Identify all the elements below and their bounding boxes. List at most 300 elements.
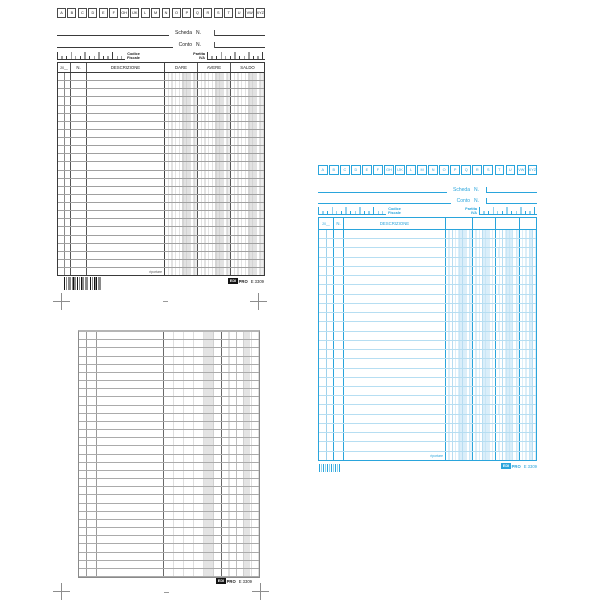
- cell-narrow-2: [87, 406, 97, 413]
- cell-saldo: [231, 236, 264, 243]
- cell-date: [319, 258, 334, 266]
- cell-number: [334, 424, 344, 432]
- cell-dare: [165, 97, 198, 104]
- cell-saldo: [231, 106, 264, 113]
- ledger-row: [58, 179, 264, 187]
- cell-avere: [198, 252, 231, 259]
- cell-amount-group-1: [164, 520, 222, 527]
- alphabet-tab-vw: VW: [517, 165, 527, 175]
- cell-amount-group-1: [164, 340, 222, 347]
- alphabet-tab-f: F: [373, 165, 383, 175]
- cell-description: [344, 304, 446, 312]
- cell-date: [319, 405, 334, 413]
- cell-number: [334, 313, 344, 321]
- ledger-row: [319, 433, 536, 442]
- ledger-row: [58, 203, 264, 211]
- alphabet-tab-u: U: [506, 165, 516, 175]
- cell-description: [87, 89, 165, 96]
- cell-narrow-1: [79, 438, 87, 445]
- col-header-date: 20__: [58, 63, 71, 72]
- ledger-row: [58, 138, 264, 146]
- cell-saldo: [231, 268, 264, 275]
- cell-amount-1: [446, 267, 473, 275]
- codice-fiscale-ruler: [57, 51, 125, 60]
- cell-amount-4: [520, 433, 536, 441]
- cell-narrow-1: [79, 397, 87, 404]
- cell-amount-group-1: [164, 495, 222, 502]
- cell-description: [97, 536, 164, 543]
- cell-amount-2: [473, 378, 496, 386]
- cell-amount-4: [520, 230, 536, 238]
- cell-amount-2: [473, 405, 496, 413]
- cell-date: [319, 276, 334, 284]
- alphabet-tab-c: C: [78, 8, 87, 18]
- cell-dare: [165, 81, 198, 88]
- cell-amount-4: [520, 239, 536, 247]
- cell-number: [71, 106, 87, 113]
- cell-description: [97, 389, 164, 396]
- cell-dare: [165, 260, 198, 267]
- cell-amount-2: [473, 369, 496, 377]
- cell-amount-group-2: [222, 365, 259, 372]
- cell-saldo: [231, 211, 264, 218]
- cell-narrow-1: [79, 487, 87, 494]
- cell-description: [97, 520, 164, 527]
- cell-amount-4: [520, 424, 536, 432]
- cell-narrow-1: [79, 544, 87, 551]
- cell-narrow-2: [87, 528, 97, 535]
- cell-amount-2: [473, 341, 496, 349]
- cell-description: [87, 162, 165, 169]
- cell-dare: [165, 89, 198, 96]
- col-header-date: 20__: [319, 218, 334, 229]
- scheda-line: [57, 26, 265, 36]
- cell-description: [97, 504, 164, 511]
- write-line: [318, 191, 447, 193]
- cell-amount-1: [446, 405, 473, 413]
- cell-date: [58, 146, 71, 153]
- cell-description: [87, 219, 165, 226]
- cell-dare: [165, 244, 198, 251]
- cell-dare: [165, 195, 198, 202]
- cell-narrow-1: [79, 561, 87, 568]
- alphabet-tab-l: L: [406, 165, 416, 175]
- write-line: [57, 46, 173, 48]
- cell-description: [344, 369, 446, 377]
- cell-narrow-2: [87, 536, 97, 543]
- cell-number: [71, 260, 87, 267]
- alphabet-tab-l: L: [141, 8, 150, 18]
- cell-narrow-2: [87, 544, 97, 551]
- cell-amount-group-1: [164, 365, 222, 372]
- table-body: [58, 73, 264, 275]
- cell-amount-2: [473, 433, 496, 441]
- cell-avere: [198, 106, 231, 113]
- cell-date: [58, 187, 71, 194]
- cell-description: [87, 236, 165, 243]
- cell-narrow-1: [79, 340, 87, 347]
- cell-description: [97, 357, 164, 364]
- ledger-row: [79, 389, 259, 397]
- cell-number: [334, 239, 344, 247]
- cell-avere: [198, 162, 231, 169]
- cell-avere: [198, 227, 231, 234]
- cell-amount-group-1: [164, 553, 222, 560]
- cell-amount-group-2: [222, 463, 259, 470]
- cell-amount-3: [496, 258, 520, 266]
- cell-number: [71, 219, 87, 226]
- cell-description: [87, 106, 165, 113]
- center-mark: [164, 592, 169, 593]
- cell-number: [71, 171, 87, 178]
- publisher-brand-blue: EDI PRO E 3309: [502, 463, 537, 469]
- cell-narrow-1: [79, 495, 87, 502]
- cell-number: [334, 415, 344, 423]
- col-header-amount-1: [446, 218, 473, 229]
- cell-amount-4: [520, 304, 536, 312]
- cell-narrow-1: [79, 406, 87, 413]
- cell-narrow-2: [87, 520, 97, 527]
- cell-date: [58, 244, 71, 251]
- crop-mark: [252, 583, 269, 600]
- cell-amount-4: [520, 258, 536, 266]
- cell-amount-2: [473, 313, 496, 321]
- cell-avere: [198, 187, 231, 194]
- cell-number: [71, 195, 87, 202]
- ledger-row: [58, 122, 264, 130]
- cell-dare: [165, 268, 198, 275]
- cell-number: [71, 154, 87, 161]
- alphabet-tab-q: Q: [461, 165, 471, 175]
- cell-amount-group-1: [164, 463, 222, 470]
- cell-narrow-2: [87, 512, 97, 519]
- cell-amount-group-1: [164, 504, 222, 511]
- ledger-row: [319, 295, 536, 304]
- cell-description: [97, 487, 164, 494]
- cell-dare: [165, 138, 198, 145]
- cell-description: [344, 295, 446, 303]
- alphabet-tabs: [318, 165, 537, 175]
- cell-amount-group-1: [164, 446, 222, 453]
- alphabet-tab-m: M: [151, 8, 160, 18]
- cell-saldo: [231, 81, 264, 88]
- cell-description: [344, 387, 446, 395]
- cell-description: [87, 154, 165, 161]
- cell-amount-1: [446, 230, 473, 238]
- cell-description: [344, 230, 446, 238]
- cell-description: [344, 350, 446, 358]
- cell-amount-group-1: [164, 397, 222, 404]
- cell-amount-3: [496, 276, 520, 284]
- write-line: [215, 34, 265, 36]
- cell-avere: [198, 97, 231, 104]
- cell-saldo: [231, 227, 264, 234]
- ledger-row: [319, 350, 536, 359]
- cell-date: [58, 122, 71, 129]
- cell-date: [319, 433, 334, 441]
- cell-saldo: [231, 187, 264, 194]
- ledger-row: [58, 219, 264, 227]
- ledger-row: [58, 106, 264, 114]
- col-header-description: DESCRIZIONE: [87, 63, 165, 72]
- cell-narrow-1: [79, 373, 87, 380]
- cell-narrow-1: [79, 430, 87, 437]
- cell-narrow-2: [87, 463, 97, 470]
- ledger-row: [79, 430, 259, 438]
- cell-narrow-1: [79, 365, 87, 372]
- cell-narrow-2: [87, 438, 97, 445]
- cell-amount-1: [446, 378, 473, 386]
- cell-amount-4: [520, 248, 536, 256]
- ledger-row: [58, 227, 264, 235]
- col-header-amount-3: [496, 218, 520, 229]
- cell-narrow-2: [87, 397, 97, 404]
- cell-description: [97, 430, 164, 437]
- ledger-row: [58, 211, 264, 219]
- cell-number: [334, 295, 344, 303]
- cell-amount-1: [446, 452, 473, 460]
- cell-description: [87, 73, 165, 80]
- alphabet-tab-ijk: IJK: [130, 8, 139, 18]
- cell-narrow-1: [79, 422, 87, 429]
- ledger-card-front: [57, 8, 265, 276]
- alphabet-tab-r: R: [203, 8, 212, 18]
- cell-amount-4: [520, 341, 536, 349]
- cell-date: [58, 114, 71, 121]
- cell-amount-4: [520, 313, 536, 321]
- cell-number: [71, 211, 87, 218]
- cell-narrow-2: [87, 389, 97, 396]
- cell-narrow-2: [87, 348, 97, 355]
- cell-narrow-1: [79, 512, 87, 519]
- cell-description: [97, 446, 164, 453]
- table-body: [319, 230, 536, 460]
- cell-amount-group-1: [164, 373, 222, 380]
- cell-narrow-2: [87, 430, 97, 437]
- crop-mark: [53, 293, 70, 310]
- cell-number: [334, 452, 344, 460]
- cell-description: [344, 359, 446, 367]
- cell-number: [71, 179, 87, 186]
- alphabet-tab-a: A: [57, 8, 66, 18]
- cell-saldo: [231, 219, 264, 226]
- cell-narrow-1: [79, 528, 87, 535]
- cell-avere: [198, 171, 231, 178]
- cell-date: [319, 396, 334, 404]
- cell-avere: [198, 130, 231, 137]
- cell-date: [58, 162, 71, 169]
- cell-date: [58, 236, 71, 243]
- cell-number: [71, 73, 87, 80]
- cell-description: [87, 171, 165, 178]
- cell-number: [334, 442, 344, 450]
- cell-amount-3: [496, 442, 520, 450]
- cell-dare: [165, 146, 198, 153]
- cell-date: [58, 73, 71, 80]
- ledger-row: [58, 154, 264, 162]
- cell-saldo: [231, 203, 264, 210]
- cell-amount-group-1: [164, 512, 222, 519]
- cell-amount-1: [446, 313, 473, 321]
- ledger-row: [79, 561, 259, 569]
- cell-description: [97, 512, 164, 519]
- cell-narrow-1: [79, 455, 87, 462]
- cell-date: [319, 248, 334, 256]
- cell-amount-group-2: [222, 389, 259, 396]
- conto-label: Conto: [456, 198, 470, 204]
- product-code: E 3309: [523, 463, 537, 469]
- cell-amount-group-1: [164, 561, 222, 568]
- cell-narrow-2: [87, 455, 97, 462]
- scheda-label: Scheda: [453, 187, 470, 193]
- cell-description: [97, 495, 164, 502]
- cell-amount-group-1: [164, 479, 222, 486]
- cell-amount-group-2: [222, 504, 259, 511]
- alphabet-tab-ijk: IJK: [395, 165, 405, 175]
- alphabet-tab-e: E: [362, 165, 372, 175]
- cell-amount-3: [496, 424, 520, 432]
- cell-amount-2: [473, 239, 496, 247]
- scheda-number-label: N.: [472, 187, 487, 193]
- cell-number: [334, 276, 344, 284]
- cell-amount-3: [496, 248, 520, 256]
- cell-amount-group-2: [222, 553, 259, 560]
- product-code: E 3309: [238, 578, 252, 584]
- ledger-card-blue: [318, 163, 537, 463]
- publisher-brand-back: EDI PRO E 3309: [217, 578, 252, 584]
- cell-number: [71, 130, 87, 137]
- cell-amount-4: [520, 322, 536, 330]
- cell-description: [97, 479, 164, 486]
- product-code: E 3309: [250, 278, 264, 284]
- cell-description: [344, 267, 446, 275]
- cell-amount-group-2: [222, 373, 259, 380]
- ledger-row: [319, 230, 536, 239]
- alphabet-tab-s: S: [483, 165, 493, 175]
- cell-amount-group-2: [222, 381, 259, 388]
- cell-dare: [165, 73, 198, 80]
- cell-amount-3: [496, 285, 520, 293]
- ledger-row: [79, 553, 259, 561]
- ledger-row: [79, 406, 259, 414]
- cell-date: [58, 138, 71, 145]
- cell-date: [319, 442, 334, 450]
- cell-amount-group-1: [164, 422, 222, 429]
- cell-amount-1: [446, 359, 473, 367]
- cell-date: [319, 359, 334, 367]
- cell-dare: [165, 122, 198, 129]
- cell-avere: [198, 138, 231, 145]
- cell-amount-group-2: [222, 487, 259, 494]
- conto-label: Conto: [178, 42, 192, 48]
- cell-amount-group-2: [222, 357, 259, 364]
- cell-amount-group-1: [164, 569, 222, 576]
- cell-number: [334, 433, 344, 441]
- cell-saldo: [231, 179, 264, 186]
- cell-amount-group-2: [222, 422, 259, 429]
- alphabet-tab-p: P: [182, 8, 191, 18]
- table-header: [58, 63, 264, 73]
- col-header-avere: AVERE: [198, 63, 231, 72]
- cell-amount-1: [446, 276, 473, 284]
- cell-narrow-1: [79, 389, 87, 396]
- crop-mark: [53, 583, 70, 600]
- cell-description: [344, 424, 446, 432]
- cell-amount-4: [520, 405, 536, 413]
- cell-amount-group-1: [164, 381, 222, 388]
- publisher-logo: EDI: [217, 578, 225, 583]
- cell-amount-3: [496, 295, 520, 303]
- col-header-description: DESCRIZIONE: [344, 218, 446, 229]
- alphabet-tab-f: F: [109, 8, 118, 18]
- cell-date: [58, 106, 71, 113]
- scheda-label: Scheda: [175, 30, 192, 36]
- write-line: [318, 202, 451, 204]
- ledger-row: [319, 322, 536, 331]
- cell-amount-4: [520, 415, 536, 423]
- ledger-row: [79, 528, 259, 536]
- cell-description: [344, 341, 446, 349]
- cell-amount-1: [446, 369, 473, 377]
- cell-date: [58, 195, 71, 202]
- cell-description: [344, 396, 446, 404]
- ledger-row: [79, 569, 259, 577]
- partita-iva-ruler: [479, 206, 537, 215]
- cell-number: [334, 230, 344, 238]
- cell-amount-3: [496, 359, 520, 367]
- cell-amount-2: [473, 424, 496, 432]
- cell-narrow-1: [79, 504, 87, 511]
- cell-date: [319, 313, 334, 321]
- cell-saldo: [231, 73, 264, 80]
- cell-amount-3: [496, 322, 520, 330]
- cell-narrow-2: [87, 487, 97, 494]
- cell-avere: [198, 236, 231, 243]
- fiscal-code-ruler-row: [318, 205, 537, 215]
- cell-amount-2: [473, 285, 496, 293]
- cell-amount-1: [446, 332, 473, 340]
- cell-description: [97, 422, 164, 429]
- ledger-row: [58, 162, 264, 170]
- cell-dare: [165, 236, 198, 243]
- cell-avere: [198, 73, 231, 80]
- cell-number: [71, 268, 87, 275]
- cell-amount-2: [473, 415, 496, 423]
- cell-avere: [198, 203, 231, 210]
- cell-date: [319, 424, 334, 432]
- cell-description: [87, 114, 165, 121]
- cell-amount-3: [496, 267, 520, 275]
- cell-avere: [198, 114, 231, 121]
- cell-dare: [165, 203, 198, 210]
- alphabet-tab-gh: GH: [384, 165, 394, 175]
- partita-iva-ruler: [207, 51, 265, 60]
- fiscal-code-ruler-row: [57, 50, 265, 60]
- ledger-row: [58, 81, 264, 89]
- ledger-row: [319, 313, 536, 322]
- cell-number: [71, 227, 87, 234]
- ledger-row: [319, 359, 536, 368]
- cell-amount-3: [496, 405, 520, 413]
- cell-amount-group-2: [222, 430, 259, 437]
- cell-number: [334, 304, 344, 312]
- cell-narrow-2: [87, 381, 97, 388]
- cell-amount-group-2: [222, 471, 259, 478]
- write-line: [487, 202, 537, 204]
- ledger-row: [79, 340, 259, 348]
- cell-date: [58, 171, 71, 178]
- cell-number: [71, 81, 87, 88]
